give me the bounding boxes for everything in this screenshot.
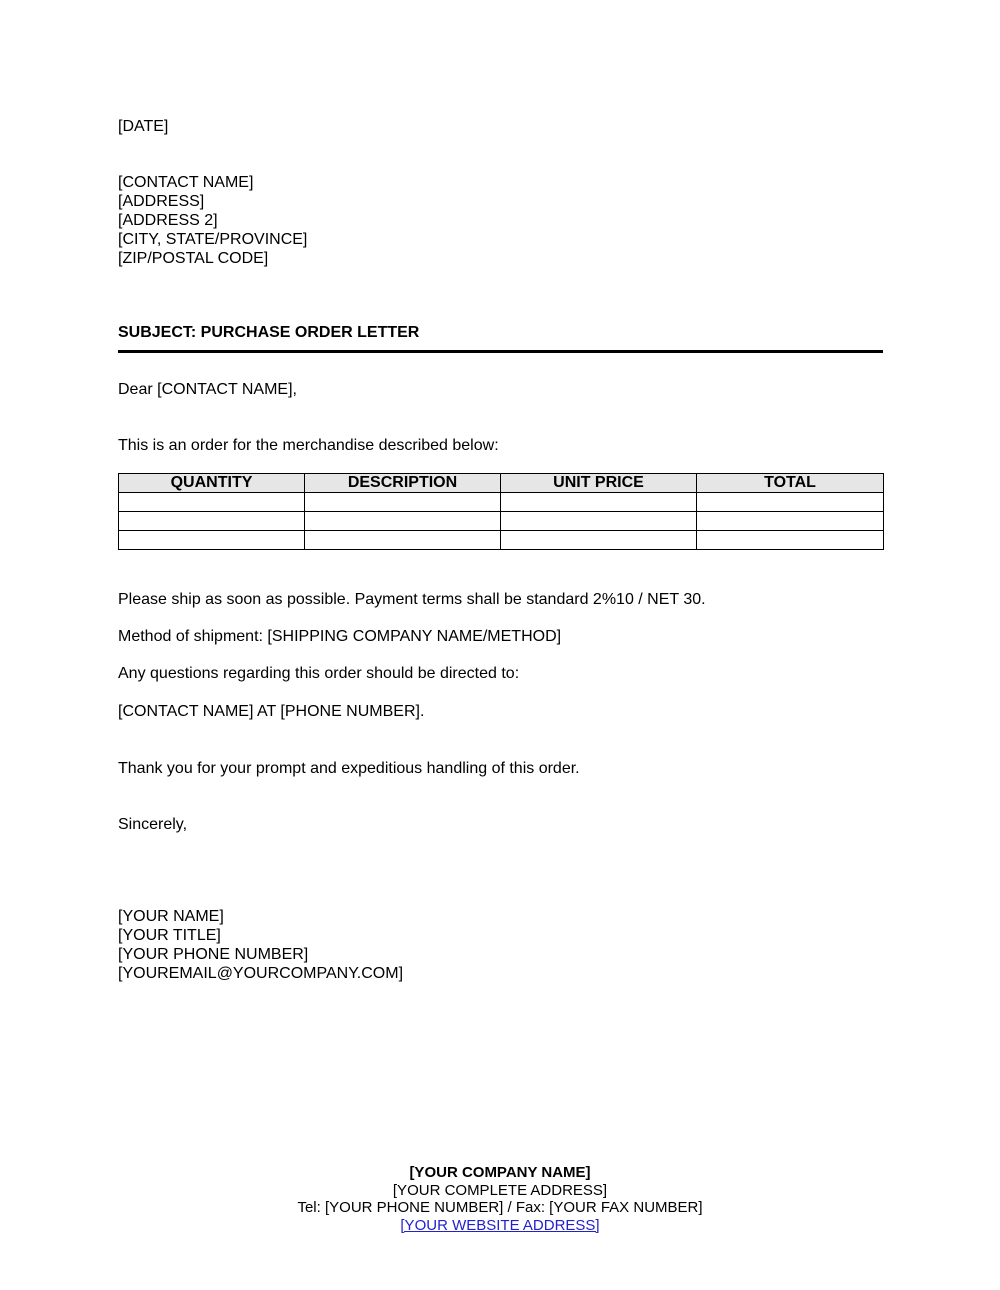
header-total: TOTAL	[697, 474, 884, 493]
recipient-zip: [ZIP/POSTAL CODE]	[118, 250, 269, 267]
shipping-terms: Please ship as soon as possible. Payment terms shall be standard 2%10 / NET 30.	[118, 591, 706, 608]
header-quantity: QUANTITY	[119, 474, 305, 493]
closing: Sincerely,	[118, 816, 188, 833]
table-cell	[697, 493, 884, 512]
table-cell	[501, 493, 697, 512]
signature-title: [YOUR TITLE]	[118, 927, 221, 944]
footer-contact: Tel: [YOUR PHONE NUMBER] / Fax: [YOUR FAX NUMBER]	[297, 1199, 703, 1216]
footer-website-link[interactable]: [YOUR WEBSITE ADDRESS]	[400, 1216, 600, 1234]
table-cell	[501, 531, 697, 550]
header-description: DESCRIPTION	[305, 474, 501, 493]
table-row	[119, 493, 884, 512]
signature-phone: [YOUR PHONE NUMBER]	[118, 946, 309, 963]
table-cell	[305, 512, 501, 531]
table-cell	[305, 493, 501, 512]
table-cell	[501, 512, 697, 531]
recipient-name: [CONTACT NAME]	[118, 174, 254, 191]
subject-divider	[118, 350, 883, 353]
recipient-address-2: [ADDRESS 2]	[118, 212, 218, 229]
shipment-method: Method of shipment: [SHIPPING COMPANY NAME/METHOD]	[118, 628, 562, 645]
table-cell	[119, 493, 305, 512]
signature-name: [YOUR NAME]	[118, 908, 224, 925]
table-cell	[119, 512, 305, 531]
table-row	[119, 512, 884, 531]
footer-company: [YOUR COMPANY NAME]	[409, 1164, 591, 1181]
page-footer	[0, 1164, 1000, 1234]
order-table	[118, 473, 884, 550]
questions-text: Any questions regarding this order should be directed to:	[118, 665, 520, 682]
thanks-text: Thank you for your prompt and expeditious handling of this order.	[118, 760, 580, 777]
subject-line: SUBJECT: PURCHASE ORDER LETTER	[118, 324, 420, 341]
header-unit-price: UNIT PRICE	[501, 474, 697, 493]
footer-address: [YOUR COMPLETE ADDRESS]	[392, 1181, 608, 1199]
signature-block	[118, 907, 403, 983]
table-row	[119, 531, 884, 550]
salutation: Dear [CONTACT NAME],	[118, 381, 297, 398]
signature-email: [YOUREMAIL@YOURCOMPANY.COM]	[118, 965, 404, 982]
table-cell	[119, 531, 305, 550]
table-cell	[305, 531, 501, 550]
letter-date: [DATE]	[118, 118, 169, 135]
table-cell	[697, 512, 884, 531]
recipient-address: [ADDRESS]	[118, 193, 205, 210]
contact-text: [CONTACT NAME] AT [PHONE NUMBER].	[118, 703, 425, 720]
table-header-row	[119, 474, 884, 493]
table-cell	[697, 531, 884, 550]
recipient-block	[118, 173, 307, 268]
intro-text: This is an order for the merchandise described below:	[118, 437, 499, 454]
recipient-city-state: [CITY, STATE/PROVINCE]	[118, 231, 308, 248]
